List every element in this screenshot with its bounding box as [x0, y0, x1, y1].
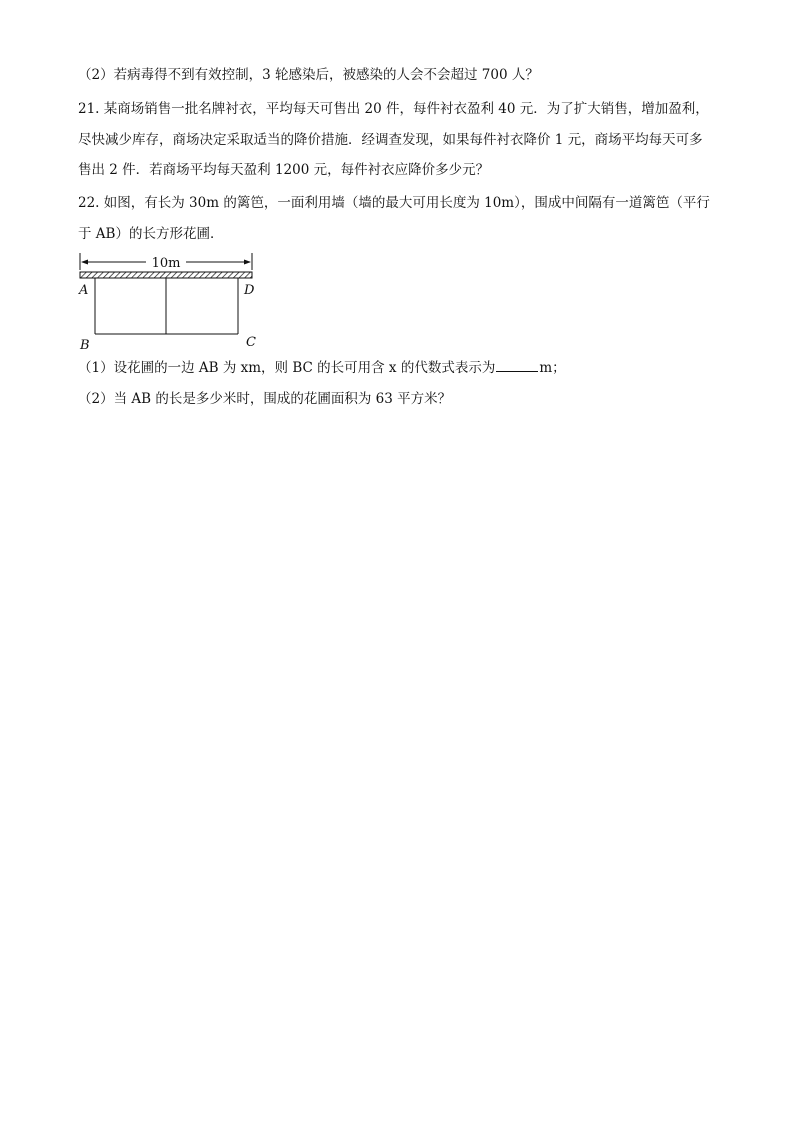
q21-line2: 尽快减少库存，商场决定采取适当的降价措施．经调查发现，如果每件衬衣降价 1 元，商场平均每天可多: [78, 132, 703, 148]
label-c: C: [246, 335, 256, 350]
dimension-label: 10m: [151, 256, 181, 271]
dimension-arrow-left: [81, 260, 88, 265]
q21-line1: 21. 某商场销售一批名牌衬衣，平均每天可售出 20 件，每件衬衣盈利 40 元．为了扩大销售，增加盈利，: [78, 101, 709, 117]
q22-part1: [78, 359, 566, 377]
q22-part1-text: （1）设花圃的一边 AB 为 xm，则 BC 的长可用含 x 的代数式表示为: [78, 360, 496, 376]
wall: [80, 272, 252, 278]
q21-line3: 售出 2 件．若商场平均每天盈利 1200 元，每件衬衣应降价多少元？: [78, 162, 490, 178]
answer-blank: [496, 359, 538, 372]
label-d: D: [244, 283, 255, 298]
label-a: A: [79, 283, 89, 298]
label-b: B: [80, 338, 90, 353]
garden-figure: [74, 250, 264, 355]
q22-part1-unit: m；: [539, 360, 566, 376]
q22-line1: 22. 如图，有长为 30m 的篱笆，一面利用墙（墙的最大可用长度为 10m），围成中间隔有一道篱笆（平行: [78, 195, 710, 211]
q22-part2: （2）当 AB 的长是多少米时，围成的花圃面积为 63 平方米？: [78, 391, 452, 407]
q20-part2: （2）若病毒得不到有效控制，3 轮感染后，被感染的人会不会超过 700 人？: [78, 67, 539, 83]
dimension-arrow-right: [244, 260, 251, 265]
q22-line2: 于 AB）的长方形花圃．: [78, 226, 224, 242]
